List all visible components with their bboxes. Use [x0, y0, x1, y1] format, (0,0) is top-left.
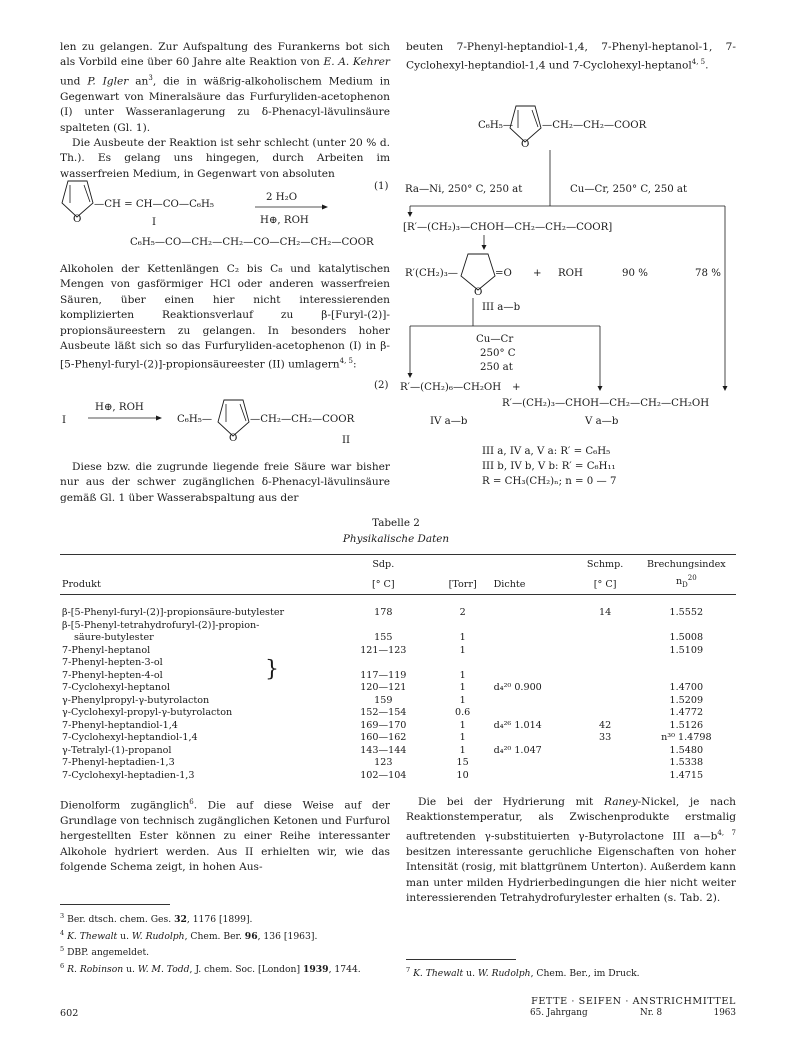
scheme-product-v: R′—(CH₂)₃—CHOH—CH₂—CH₂—CH₂OH: [502, 398, 710, 409]
paragraph-dienol: Dienolform zugänglich$^6$. Die auf diese Weise auf der Grundlage von technisch zugänglichen Ketonen und Furfurol hergestellten Ester können zu einer Reihe interessanter Alkohole hydriert werden. Aus II erhielten wir, wie das folgende Schema zeigt, in hohen Aus-: [60, 798, 390, 874]
table-row: [60, 732, 736, 745]
cell-sdp: 169—170: [360, 719, 407, 731]
cell-index: 1.5480: [669, 744, 704, 756]
cell-sdp: 120—121: [360, 682, 407, 694]
cell-dichte: [492, 595, 574, 620]
equation-1: [60, 175, 390, 255]
cell-schmp: [574, 645, 637, 658]
scheme-cond2-line2: 250° C: [480, 348, 516, 359]
scheme-lactone-suffix: =O: [495, 268, 512, 279]
brace-icon: }: [265, 657, 279, 683]
cell-index: 1.4715: [669, 769, 704, 781]
cell-schmp: 14: [599, 607, 612, 619]
scheme-lactone-prefix: R′(CH₂)₃—: [405, 268, 458, 279]
cell-torr: 1: [459, 644, 466, 656]
cell-dichte: d₄²⁰ 1.047: [493, 744, 542, 756]
cell-sdp: [333, 657, 434, 670]
cell-dichte: [492, 732, 574, 745]
furan-ring-icon: [62, 181, 93, 217]
cell-schmp: [574, 620, 637, 633]
cell-index: 1.5126: [669, 719, 704, 731]
cell-schmp: [574, 670, 637, 683]
cell-schmp: [574, 657, 637, 670]
cell-sdp: 155: [374, 632, 393, 644]
eq1-reactant: —CH = CH—CO—C₆H₅: [94, 199, 214, 210]
furan-ring-icon: [218, 400, 249, 436]
header-dichte: Dichte: [492, 572, 574, 595]
left-column-top: [60, 40, 390, 182]
eq2-ring-oxygen: O: [229, 433, 238, 444]
table-title: Tabelle 2: [372, 517, 420, 529]
cell-index: 1.5552: [669, 607, 704, 619]
header-schmp: Schmp.: [586, 559, 624, 570]
header-schmp-unit: [° C]: [574, 572, 637, 595]
cell-dichte: [492, 707, 574, 720]
scheme-legend-2: III b, IV b, V b: R′ = C₆H₁₁: [482, 461, 616, 472]
cell-dichte: d₄²⁶ 1.014: [493, 719, 542, 731]
scheme-plus-2: +: [512, 382, 521, 393]
right-column-top: [406, 40, 736, 74]
cell-torr: 1: [459, 669, 466, 681]
footnote-7: $^7$ K. Thewalt u. W. Rudolph, Chem. Ber., im Druck.: [406, 966, 640, 980]
cell-produkt: β-[5-Phenyl-tetrahydrofuryl-(2)]-propion-: [62, 619, 260, 631]
cell-produkt: 7-Cyclohexyl-heptadien-1,3: [62, 769, 195, 781]
left-column-mid: [60, 262, 390, 373]
footnote-rule-left: [60, 904, 170, 905]
eq1-number: (1): [374, 181, 389, 192]
cell-torr: [434, 620, 492, 633]
cell-produkt: γ-Phenylpropyl-γ-butyrolacton: [62, 694, 210, 706]
cell-dichte: [492, 645, 574, 658]
paragraph-yield: Die Ausbeute der Reaktion ist sehr schlecht (unter 20 % d. Th.). Es gelang uns hingegen, durch Arbeiten im wasserfreien Medium, in Gegenwart von absoluten: [60, 136, 390, 180]
furan-ring-icon: [510, 106, 541, 142]
cell-torr: 1: [459, 694, 466, 706]
cell-torr: 10: [456, 769, 469, 781]
journal-name: FETTE · SEIFEN · ANSTRICHMITTEL: [531, 996, 736, 1007]
scheme-plus-1: +: [533, 268, 542, 279]
cell-schmp: [574, 757, 637, 770]
scheme-label-iv: IV a—b: [430, 416, 468, 427]
header-torr: [Torr]: [434, 572, 492, 595]
table-row: [60, 707, 736, 720]
cell-produkt: 7-Cyclohexyl-heptanol: [62, 682, 170, 694]
scheme-legend-1: III a, IV a, V a: R′ = C₆H₅: [482, 446, 611, 457]
cell-torr: 1: [459, 682, 466, 694]
cell-schmp: 33: [599, 732, 612, 744]
cell-sdp: 159: [374, 694, 393, 706]
cell-index: 1.5338: [669, 757, 704, 769]
table-row: [60, 770, 736, 783]
cell-produkt: 7-Phenyl-heptanol: [62, 644, 151, 656]
cell-dichte: d₄²⁰ 0.900: [493, 682, 542, 694]
eq1-product: C₆H₅—CO—CH₂—CH₂—CO—CH₂—CH₂—COOR: [130, 237, 374, 248]
cell-torr: [434, 657, 492, 670]
scheme-legend-3: R = CH₃(CH₂)ₙ; n = 0 — 7: [482, 476, 617, 487]
header-sdp: Sdp.: [372, 559, 395, 570]
table-row: [60, 682, 736, 695]
cell-sdp: [333, 620, 434, 633]
cell-produkt: γ-Tetralyl-(1)-propanol: [62, 744, 172, 756]
page-number: 602: [60, 1008, 79, 1019]
cell-torr: 1: [459, 719, 466, 731]
cell-index: 1.5008: [669, 632, 704, 644]
cell-torr: 2: [459, 607, 466, 619]
cell-sdp: 152—154: [360, 707, 407, 719]
cell-produkt: säure-butylester: [74, 632, 154, 644]
paragraph-acid: Diese bzw. die zugrunde liegende freie Säure war bisher nur aus der schwer zugänglichen δ-Phenacyl-lävulinsäure gemäß Gl. 1 über Wasserabspaltung aus der: [60, 461, 390, 504]
eq1-reagent-bottom: H⊕, ROH: [260, 215, 309, 226]
cell-index: [637, 620, 736, 633]
paragraph-intro: len zu gelangen. Zur Aufspaltung des Furankerns bot sich als Vorbild eine über 60 Jahre alte Reaktion von E. A. Kehrer und P. Igler $an^3$, die in wäßrig-alkoholischem Medium in Gegenwart von Mineralsäure das Furfuryliden-acetophenon (I) unter Wasseranlagerung zu δ-Phenacyl-lävulinsäure spalteten (Gl. 1).: [60, 41, 391, 134]
cell-schmp: [574, 695, 637, 708]
eq2-reagent: H⊕, ROH: [95, 402, 144, 413]
scheme-lactone-oxygen: O: [474, 287, 483, 298]
footnote-rule-right: [406, 959, 516, 960]
header-produkt: Produkt: [60, 572, 333, 595]
cell-dichte: [492, 770, 574, 783]
cell-produkt: 7-Cyclohexyl-heptandiol-1,4: [62, 732, 198, 744]
left-column-bottom: [60, 460, 390, 506]
cell-schmp: [574, 770, 637, 783]
cell-schmp: 42: [599, 719, 612, 731]
scheme-cond2-line1: Cu—Cr: [476, 334, 514, 345]
table-row: [60, 695, 736, 708]
table-row: [60, 670, 736, 683]
footnote-3: $^3$ Ber. dtsch. chem. Ges. 32, 1176 [1899].: [60, 912, 253, 926]
cell-schmp: [574, 745, 637, 758]
journal-issue: 65. Jahrgang Nr. 8 1963: [530, 1008, 736, 1018]
paragraph-yields: beuten 7-Phenyl-heptandiol-1,4, 7-Phenyl-heptanol-1, 7-Cyclohexyl-heptandiol-1,4 und 7-Cyclohexyl-heptanol$^{4, 5}$.: [406, 41, 736, 72]
cell-sdp: 117—119: [360, 669, 407, 681]
cell-produkt: 7-Phenyl-hepten-4-ol: [62, 669, 163, 681]
cell-torr: 1: [459, 632, 466, 644]
eq1-reagent-top: 2 H₂O: [266, 192, 298, 203]
cell-dichte: [492, 757, 574, 770]
header-index-symbol: $n_D^{20}$: [637, 572, 736, 595]
cell-dichte: [492, 695, 574, 708]
scheme-label-v: V a—b: [585, 416, 619, 427]
cell-dichte: [492, 657, 574, 670]
cell-torr: 1: [459, 732, 466, 744]
cell-index: 1.4700: [669, 682, 704, 694]
cell-schmp: [574, 682, 637, 695]
footnote-4: $^4$ K. Thewalt u. W. Rudolph, Chem. Ber. 96, 136 [1963].: [60, 928, 318, 942]
cell-produkt: 7-Phenyl-hepten-3-ol }: [62, 657, 279, 683]
cell-sdp: 123: [374, 757, 393, 769]
cell-produkt: 7-Phenyl-heptandiol-1,4: [62, 719, 178, 731]
table-row: [60, 620, 736, 633]
cell-torr: 15: [456, 757, 469, 769]
cell-index: 1.5209: [669, 694, 704, 706]
cell-torr: 1: [459, 744, 466, 756]
table-row: [60, 720, 736, 733]
cell-produkt: β-[5-Phenyl-furyl-(2)]-propionsäure-butylester: [62, 607, 285, 619]
cell-torr: 0.6: [455, 707, 471, 719]
cell-index: [637, 657, 736, 670]
cell-sdp: 160—162: [360, 732, 407, 744]
scheme-start-suffix: —CH₂—CH₂—COOR: [542, 120, 647, 131]
table-row: [60, 645, 736, 658]
cell-sdp: 143—144: [360, 744, 407, 756]
cell-schmp: [574, 632, 637, 645]
cell-dichte: [492, 632, 574, 645]
header-sdp-unit: [° C]: [333, 572, 434, 595]
scheme-cond-right: Cu—Cr, 250° C, 250 at: [570, 184, 688, 195]
eq2-prefix: C₆H₅—: [177, 414, 213, 425]
table-row: [60, 757, 736, 770]
scheme-start-prefix: C₆H₅—: [478, 120, 514, 131]
eq2-label-i: I: [62, 415, 67, 426]
table-subtitle: Physikalische Daten: [342, 533, 450, 545]
eq1-label-i: I: [152, 217, 157, 228]
lactone-ring-icon: [461, 254, 495, 290]
table-row: [60, 595, 736, 620]
cell-index: 1.5109: [669, 644, 704, 656]
eq1-ring-oxygen: O: [73, 214, 82, 225]
footnotes-left: [60, 910, 390, 976]
cell-sdp: 102—104: [360, 769, 407, 781]
table-row: [60, 745, 736, 758]
right-column-lower: [406, 795, 736, 906]
paragraph-alcohols: Alkoholen der Kettenlängen C₂ bis C₈ und katalytischen Mengen von gasförmiger HCl oder anderen wasserfreien Säuren, über einen hier nicht interessierenden komplizierten Reaktionsverlauf zu β-[Furyl-(2)]-propionsäureestern zu gelangen. In besonders hoher Ausbeute läßt sich so das Furfuryliden-acetophenon (I) in β-[5-Phenyl-furyl-(2)]-propionsäureester (II) umlagern$^{4, 5}$:: [60, 263, 390, 371]
scheme-yield-right: 78 %: [695, 268, 721, 279]
scheme-yield-left: 90 %: [622, 268, 648, 279]
cell-index: 1.4772: [669, 707, 704, 719]
footnote-6: $^6$ R. Robinson u. W. M. Todd, J. chem. Soc. [London] 1939, 1744.: [60, 961, 361, 975]
paragraph-lactones: Die bei der Hydrierung mit Raney-Nickel, je nach Reaktionstemperatur, als Zwischenprodukte erstmalig auftretenden γ-substituierten γ-Butyrolactone III $a—b^{4, 7}$ besitzen interessante geruchliche Eigenschaften von hoher Intensität (rosig, mit blattgrünem Unterton). Außerdem kann man unter milden Hydrierbedingungen die hier nicht weiter interessierenden Tetrahydrofurylester erhalten (s. Tab. 2).: [406, 796, 737, 904]
cell-index: n³⁰ 1.4798: [661, 732, 712, 744]
cell-produkt: γ-Cyclohexyl-propyl-γ-butyrolacton: [62, 707, 233, 719]
cell-produkt: 7-Phenyl-heptadien-1,3: [62, 757, 175, 769]
eq2-number: (2): [374, 380, 389, 391]
scheme-label-iii: III a—b: [482, 302, 521, 313]
cell-sdp: 178: [374, 607, 393, 619]
scheme-product-iv: R′—(CH₂)₆—CH₂OH: [400, 382, 502, 393]
cell-dichte: [492, 670, 574, 683]
cell-dichte: [492, 620, 574, 633]
eq2-suffix: —CH₂—CH₂—COOR: [250, 414, 355, 425]
reaction-scheme: [400, 88, 740, 503]
table-row: [60, 632, 736, 645]
footnote-5: $^5$ DBP. angemeldet.: [60, 945, 150, 959]
cell-schmp: [574, 707, 637, 720]
equation-2: [60, 378, 390, 453]
header-index: Brechungsindex: [646, 559, 726, 570]
table-row: [60, 657, 736, 670]
physical-data-table: [60, 553, 736, 782]
eq2-label-ii: II: [342, 435, 351, 446]
left-column-lower: [60, 795, 390, 876]
cell-sdp: 121—123: [360, 644, 407, 656]
cell-index: [637, 670, 736, 683]
scheme-cond2-line3: 250 at: [480, 362, 513, 373]
scheme-cond-left: Ra—Ni, 250° C, 250 at: [405, 184, 523, 195]
scheme-start-oxygen: O: [521, 139, 530, 150]
scheme-roh: ROH: [558, 268, 583, 279]
scheme-intermediate: [R′—(CH₂)₃—CHOH—CH₂—CH₂—COOR]: [403, 222, 613, 233]
